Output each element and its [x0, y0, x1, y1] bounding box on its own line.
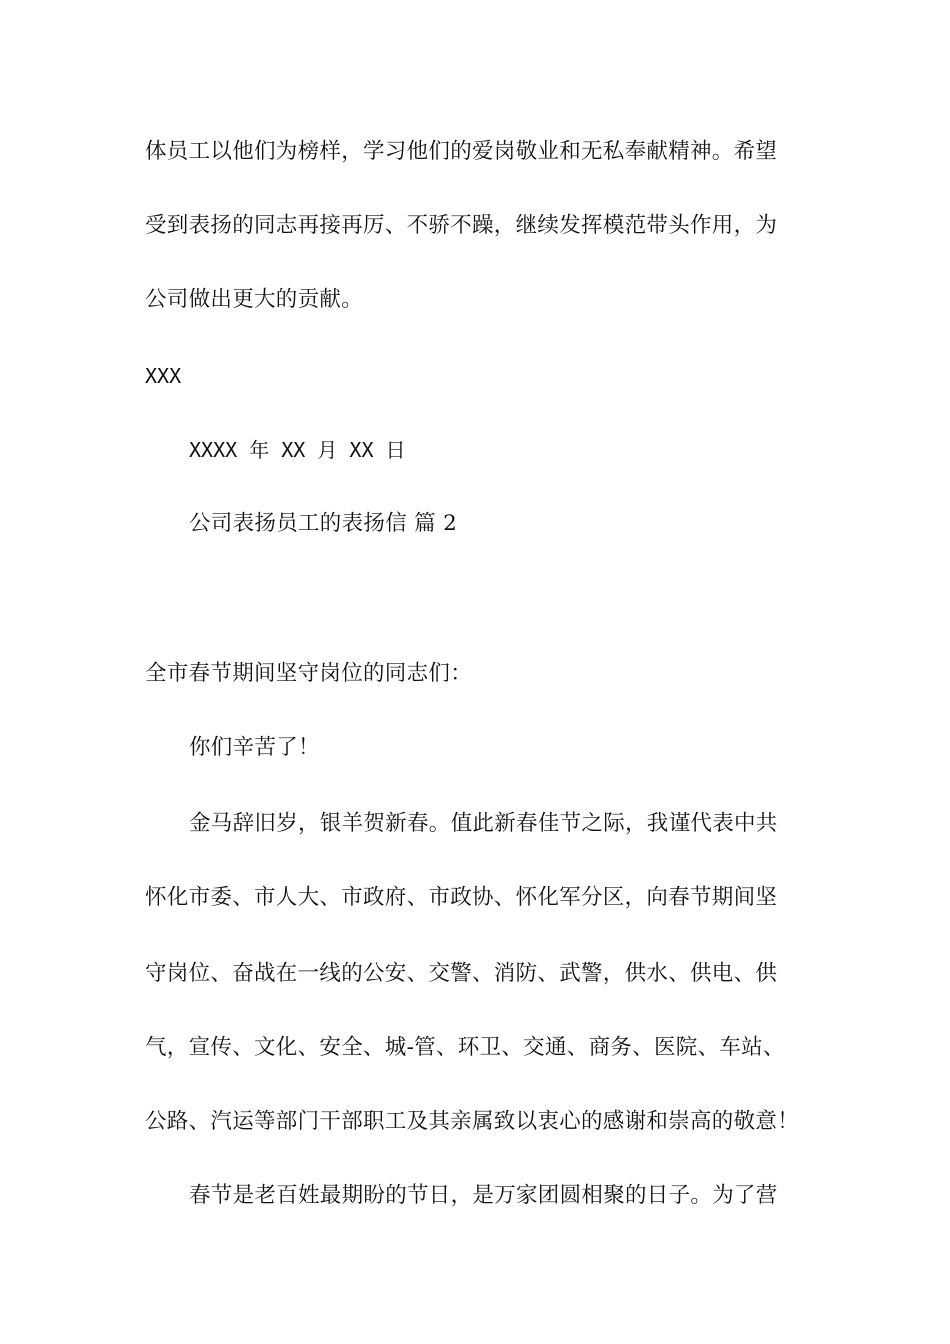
- body-line: 公路、汽运等部门干部职工及其亲属致以衷心的感谢和崇高的敬意！: [145, 1109, 800, 1134]
- signature: XXX: [145, 364, 182, 388]
- body-line: 怀化市委、市人大、市政府、市政协、怀化军分区，向春节期间坚: [145, 885, 778, 910]
- body-line: 气，宣传、文化、安全、城-管、环卫、交通、商务、医院、车站、: [145, 1035, 785, 1060]
- body-line: 金马辞旧岁，银羊贺新春。值此新春佳节之际，我谨代表中共: [189, 811, 778, 836]
- body-line: 守岗位、奋战在一线的公安、交警、消防、武警，供水、供电、供: [145, 961, 778, 986]
- section-title: 公司表扬员工的表扬信 篇 2: [189, 511, 458, 536]
- salutation: 全市春节期间坚守岗位的同志们：: [145, 661, 473, 686]
- paragraph-line: 受到表扬的同志再接再厉、不骄不躁，继续发挥模范带头作用，为: [145, 213, 778, 238]
- body-line: 春节是老百姓最期盼的节日，是万家团圆相聚的日子。为了营: [189, 1183, 778, 1208]
- greeting: 你们辛苦了！: [189, 735, 320, 760]
- paragraph-line: 公司做出更大的贡献。: [145, 287, 364, 312]
- date-line: XXXX 年 XX 月 XX 日: [189, 438, 406, 462]
- paragraph-line: 体员工以他们为榜样，学习他们的爱岗敬业和无私奉献精神。希望: [145, 139, 778, 164]
